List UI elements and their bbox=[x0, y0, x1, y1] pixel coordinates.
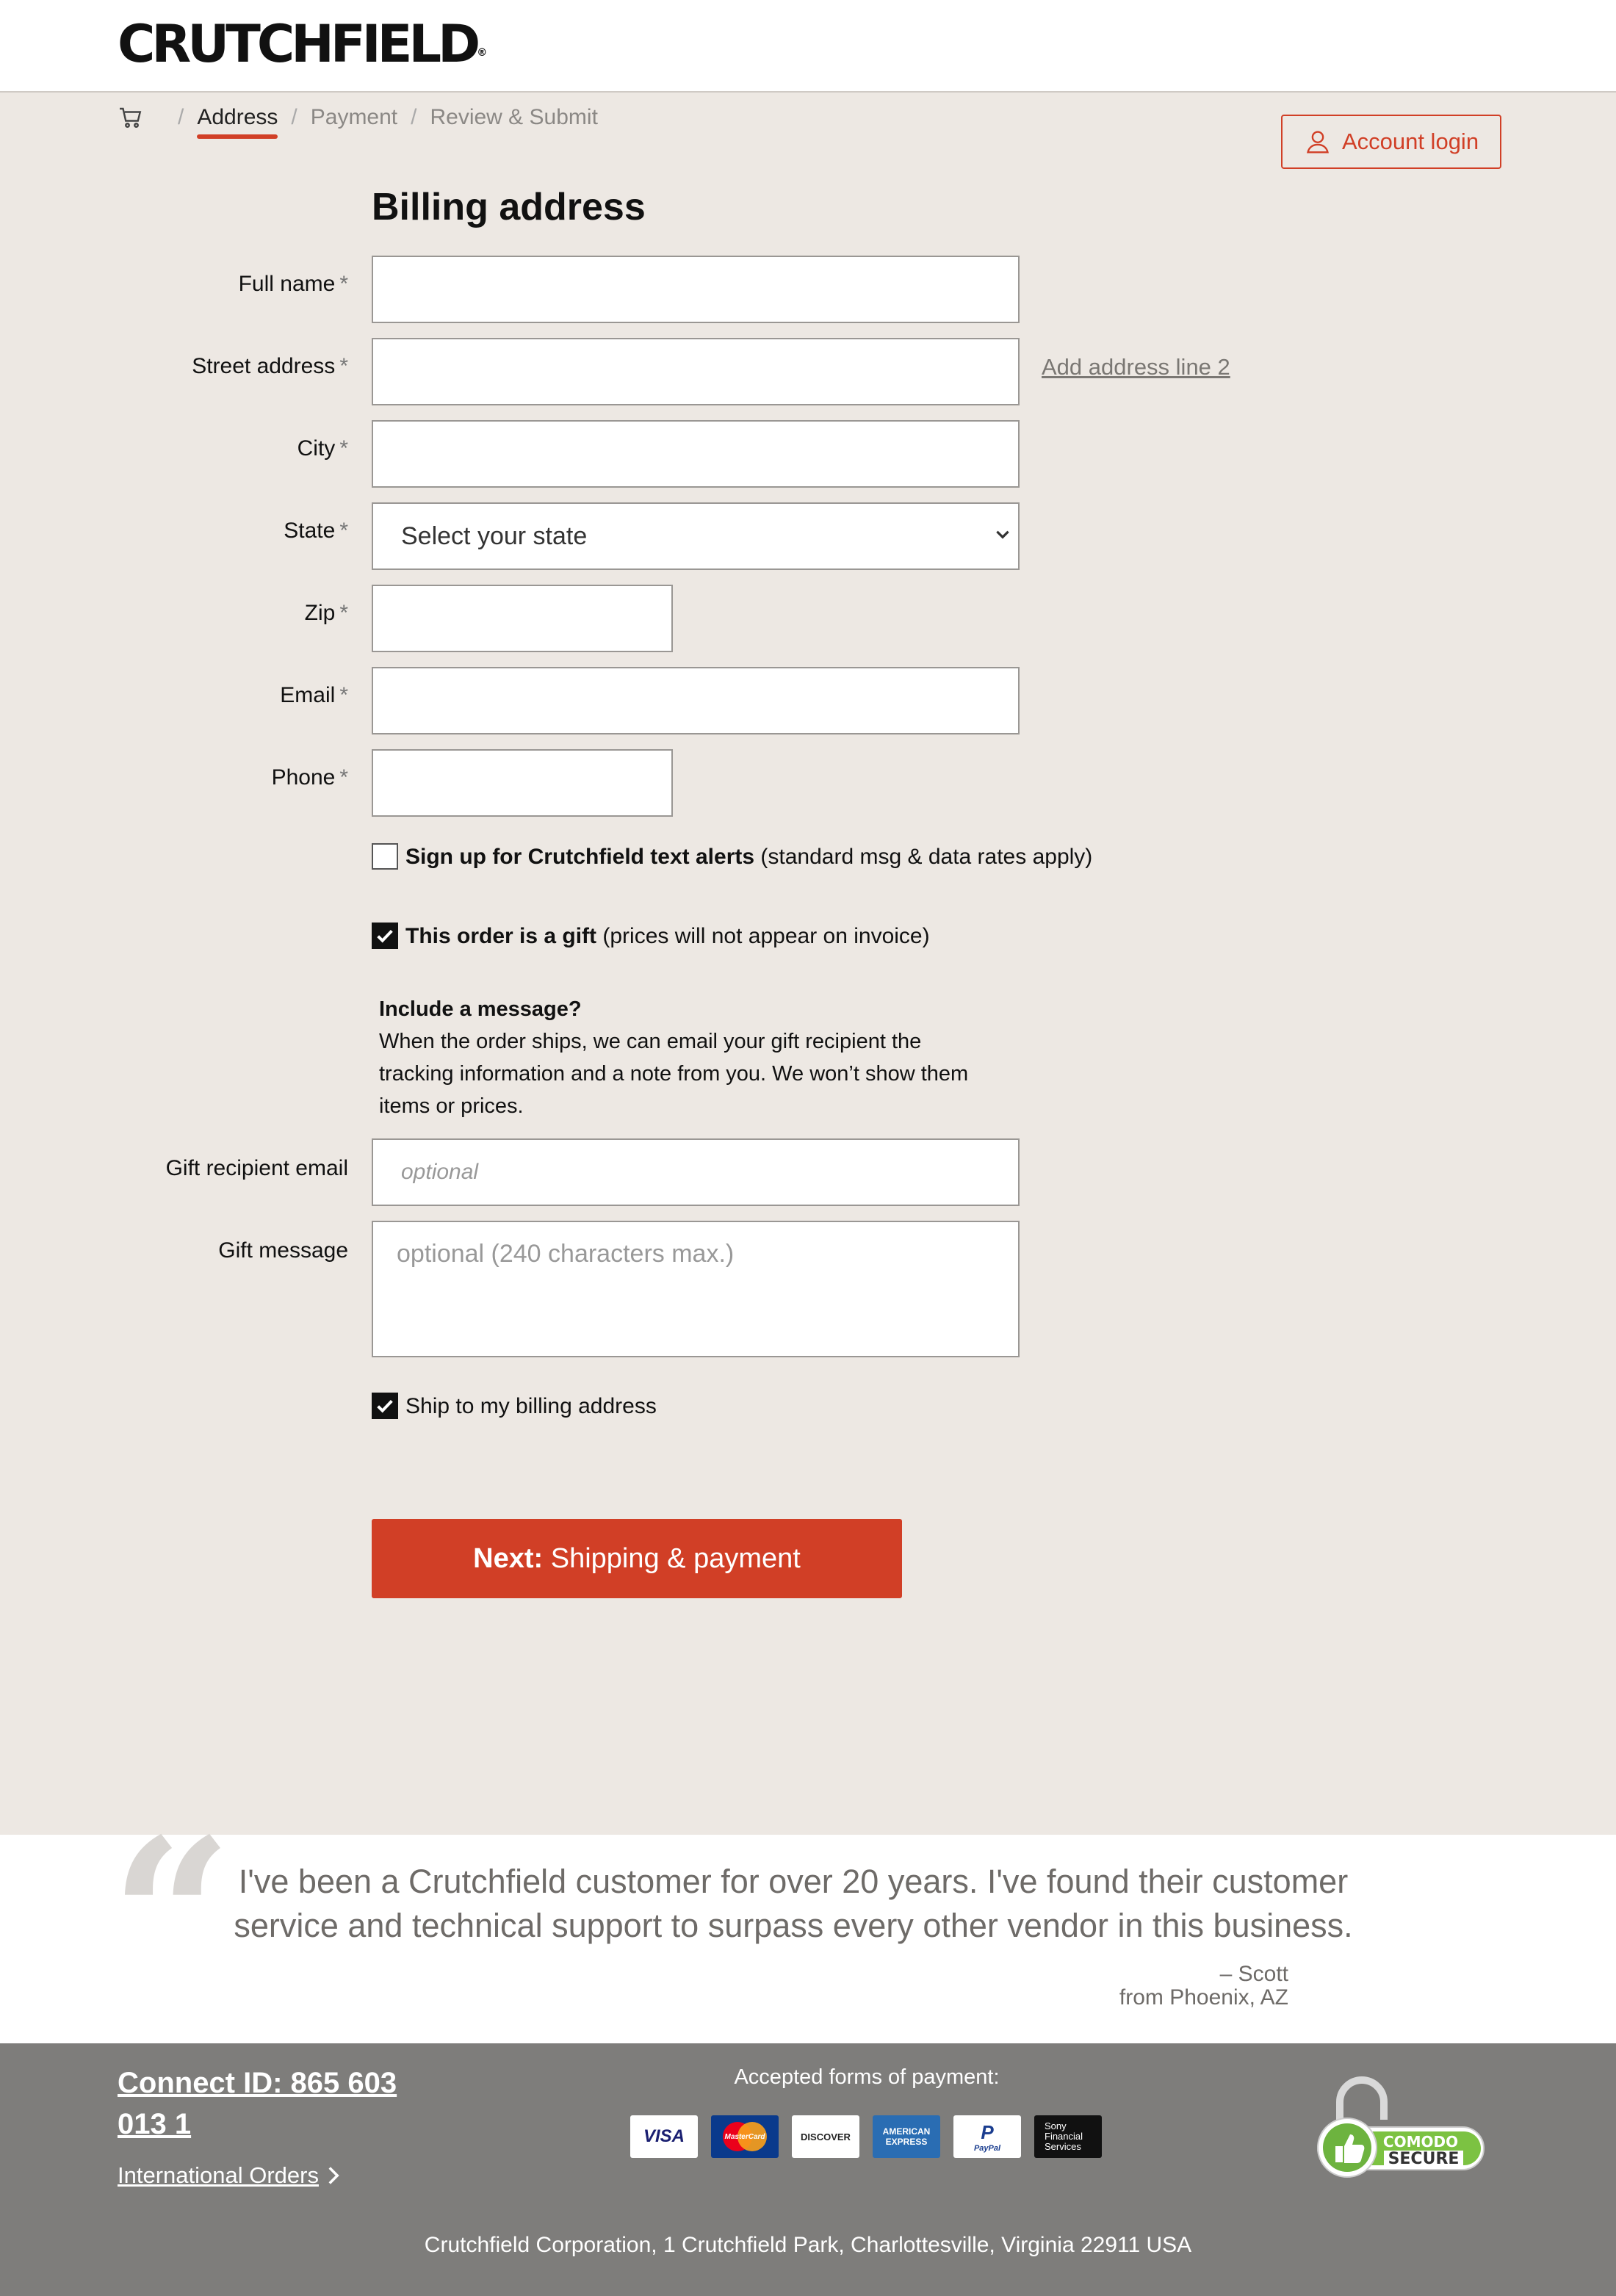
comodo-bottom-text: SECURE bbox=[1388, 2150, 1460, 2168]
gift-label[interactable]: This order is a gift (prices will not appear on invoice) bbox=[405, 924, 930, 948]
breadcrumb-step-payment: Payment bbox=[310, 105, 398, 129]
discover-card-icon: DISCOVER bbox=[792, 2115, 859, 2158]
city-label: City * bbox=[297, 436, 348, 461]
breadcrumb-separator: / bbox=[411, 105, 417, 129]
cart-icon[interactable] bbox=[118, 104, 144, 131]
payment-forms-title: Accepted forms of payment: bbox=[734, 2065, 1000, 2089]
city-input[interactable] bbox=[372, 420, 1020, 488]
gift-note-body: When the order ships, we can email your gift recipient the tracking information and a note from you. We won’t show them items or prices. bbox=[379, 1030, 969, 1118]
account-login-button[interactable] bbox=[1281, 115, 1501, 169]
add-address-line-2-link[interactable]: Add address line 2 bbox=[1042, 354, 1230, 380]
ship-to-billing-checkbox[interactable] bbox=[372, 1393, 398, 1419]
ship-to-billing-label[interactable]: Ship to my billing address bbox=[405, 1394, 657, 1418]
company-address: Crutchfield Corporation, 1 Crutchfield Park, Charlottesville, Virginia 22911 USA bbox=[424, 2233, 1192, 2257]
zip-input[interactable] bbox=[372, 585, 673, 652]
zip-label: Zip * bbox=[304, 601, 348, 625]
international-orders-link[interactable]: International Orders bbox=[118, 2162, 341, 2189]
breadcrumb-separator: / bbox=[291, 105, 297, 129]
testimonial-author: – Scott from Phoenix, AZ bbox=[1119, 1962, 1288, 2010]
account-login-label: Account login bbox=[1341, 129, 1479, 154]
state-select[interactable] bbox=[372, 502, 1020, 570]
breadcrumb bbox=[118, 100, 598, 135]
comodo-secure-badge bbox=[1310, 2076, 1494, 2178]
gift-recipient-email-input[interactable] bbox=[372, 1138, 1020, 1206]
page-title: Billing address bbox=[372, 186, 646, 228]
phone-input[interactable] bbox=[372, 749, 673, 817]
full-name-input[interactable] bbox=[372, 256, 1020, 323]
checkmark-icon bbox=[373, 1394, 397, 1418]
payment-cards bbox=[630, 2115, 1102, 2158]
checkmark-icon bbox=[373, 924, 397, 947]
email-input[interactable] bbox=[372, 667, 1020, 734]
connect-id-link[interactable]: Connect ID: 865 603 013 1 bbox=[118, 2067, 397, 2140]
user-icon bbox=[1304, 128, 1332, 156]
comodo-top-text: COMODO bbox=[1382, 2133, 1459, 2151]
full-name-label: Full name * bbox=[238, 272, 348, 296]
sony-financial-card-icon: Sony Financial Services bbox=[1034, 2115, 1102, 2158]
breadcrumb-separator: / bbox=[178, 105, 184, 129]
mastercard-card-icon: MasterCard bbox=[711, 2115, 779, 2158]
state-label: State * bbox=[284, 519, 348, 543]
phone-label: Phone * bbox=[271, 765, 348, 790]
amex-card-icon: AMERICAN EXPRESS bbox=[873, 2115, 940, 2158]
gift-note-heading: Include a message? bbox=[379, 997, 582, 1021]
gift-message-textarea[interactable] bbox=[372, 1221, 1020, 1357]
email-label: Email * bbox=[280, 683, 348, 707]
paypal-card-icon: P PayPal bbox=[953, 2115, 1021, 2158]
text-alerts-checkbox[interactable] bbox=[372, 843, 398, 870]
visa-card-icon: VISA bbox=[630, 2115, 698, 2158]
gift-message-info bbox=[379, 993, 981, 1122]
gift-checkbox[interactable] bbox=[372, 923, 398, 949]
next-shipping-payment-button[interactable]: Next: Shipping & payment bbox=[372, 1519, 902, 1598]
gift-message-label: Gift message bbox=[218, 1238, 348, 1263]
street-address-input[interactable] bbox=[372, 338, 1020, 405]
testimonial-quote: I've been a Crutchfield customer for over 20 years. I've found their customer service and technical support to surpass every other vendor in this business. bbox=[234, 1863, 1353, 1944]
chevron-right-icon bbox=[326, 2165, 341, 2186]
text-alerts-label[interactable]: Sign up for Crutchfield text alerts (standard msg & data rates apply) bbox=[405, 845, 1093, 869]
breadcrumb-step-address: Address bbox=[197, 105, 278, 129]
quote-icon: “ bbox=[110, 1793, 233, 2043]
site-header bbox=[0, 0, 1616, 93]
breadcrumb-step-review: Review & Submit bbox=[430, 105, 598, 129]
gift-recipient-email-label: Gift recipient email bbox=[165, 1156, 348, 1180]
street-address-label: Street address * bbox=[192, 354, 348, 378]
crutchfield-logo[interactable]: CRUTCHFIELD® bbox=[118, 14, 488, 74]
